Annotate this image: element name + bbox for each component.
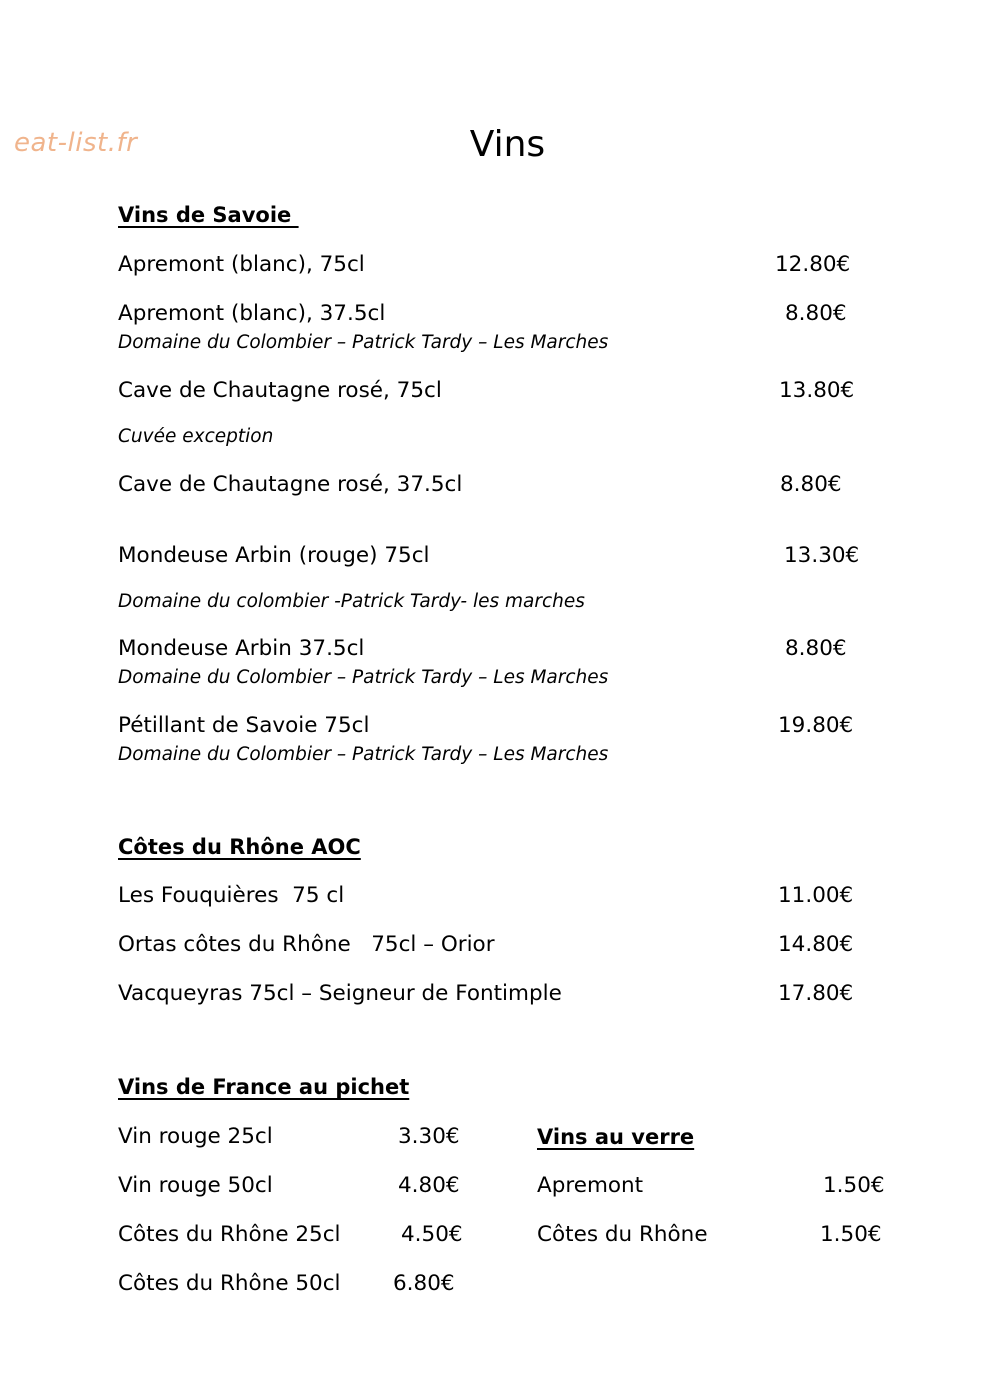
section-heading-savoie: Vins de Savoie	[118, 203, 299, 227]
wine-name: Vin rouge 25cl	[118, 1124, 273, 1149]
wine-price: 14.80€	[778, 932, 854, 957]
wine-name: Vacqueyras 75cl – Seigneur de Fontimple	[118, 981, 562, 1006]
wine-name: Mondeuse Arbin (rouge) 75cl	[118, 543, 430, 568]
page-title: Vins	[469, 124, 546, 165]
wine-price: 3.30€	[398, 1124, 460, 1149]
watermark: eat-list.fr	[14, 128, 138, 158]
wine-price: 1.50€	[823, 1173, 885, 1198]
wine-name: Côtes du Rhône 25cl	[118, 1222, 341, 1247]
wine-name: Vin rouge 50cl	[118, 1173, 273, 1198]
wine-name: Apremont (blanc), 37.5cl	[118, 301, 386, 326]
wine-price: 8.80€	[785, 301, 847, 326]
wine-producer-note: Domaine du Colombier – Patrick Tardy – Les Marches	[118, 332, 609, 353]
wine-cuvee-note: Cuvée exception	[118, 426, 274, 447]
wine-price: 19.80€	[778, 713, 854, 738]
wine-price: 11.00€	[778, 883, 854, 908]
wine-name: Mondeuse Arbin 37.5cl	[118, 636, 365, 661]
wine-producer-note: Domaine du Colombier – Patrick Tardy – Les Marches	[118, 667, 609, 688]
wine-price: 8.80€	[780, 472, 842, 497]
wine-name: Pétillant de Savoie 75cl	[118, 713, 370, 738]
wine-price: 12.80€	[775, 252, 851, 277]
wine-name: Les Fouquières 75 cl	[118, 883, 345, 908]
wine-price: 4.50€	[401, 1222, 463, 1247]
wine-price: 1.50€	[820, 1222, 882, 1247]
wine-price: 13.30€	[784, 543, 860, 568]
wine-price: 13.80€	[779, 378, 855, 403]
wine-price: 6.80€	[393, 1271, 455, 1296]
wine-name: Ortas côtes du Rhône 75cl – Orior	[118, 932, 495, 957]
wine-name: Apremont (blanc), 75cl	[118, 252, 365, 277]
wine-name: Cave de Chautagne rosé, 37.5cl	[118, 472, 463, 497]
wine-name: Côtes du Rhône	[537, 1222, 708, 1247]
section-heading-rhone: Côtes du Rhône AOC	[118, 835, 361, 859]
wine-name: Apremont	[537, 1173, 644, 1198]
wine-price: 17.80€	[778, 981, 854, 1006]
section-heading-verre: Vins au verre	[537, 1125, 695, 1149]
wine-price: 8.80€	[785, 636, 847, 661]
section-heading-pichet: Vins de France au pichet	[118, 1075, 410, 1099]
wine-name: Cave de Chautagne rosé, 75cl	[118, 378, 442, 403]
wine-producer-note: Domaine du Colombier – Patrick Tardy – Les Marches	[118, 744, 609, 765]
wine-name: Côtes du Rhône 50cl	[118, 1271, 341, 1296]
wine-price: 4.80€	[398, 1173, 460, 1198]
wine-producer-note: Domaine du colombier -Patrick Tardy- les marches	[118, 591, 585, 612]
